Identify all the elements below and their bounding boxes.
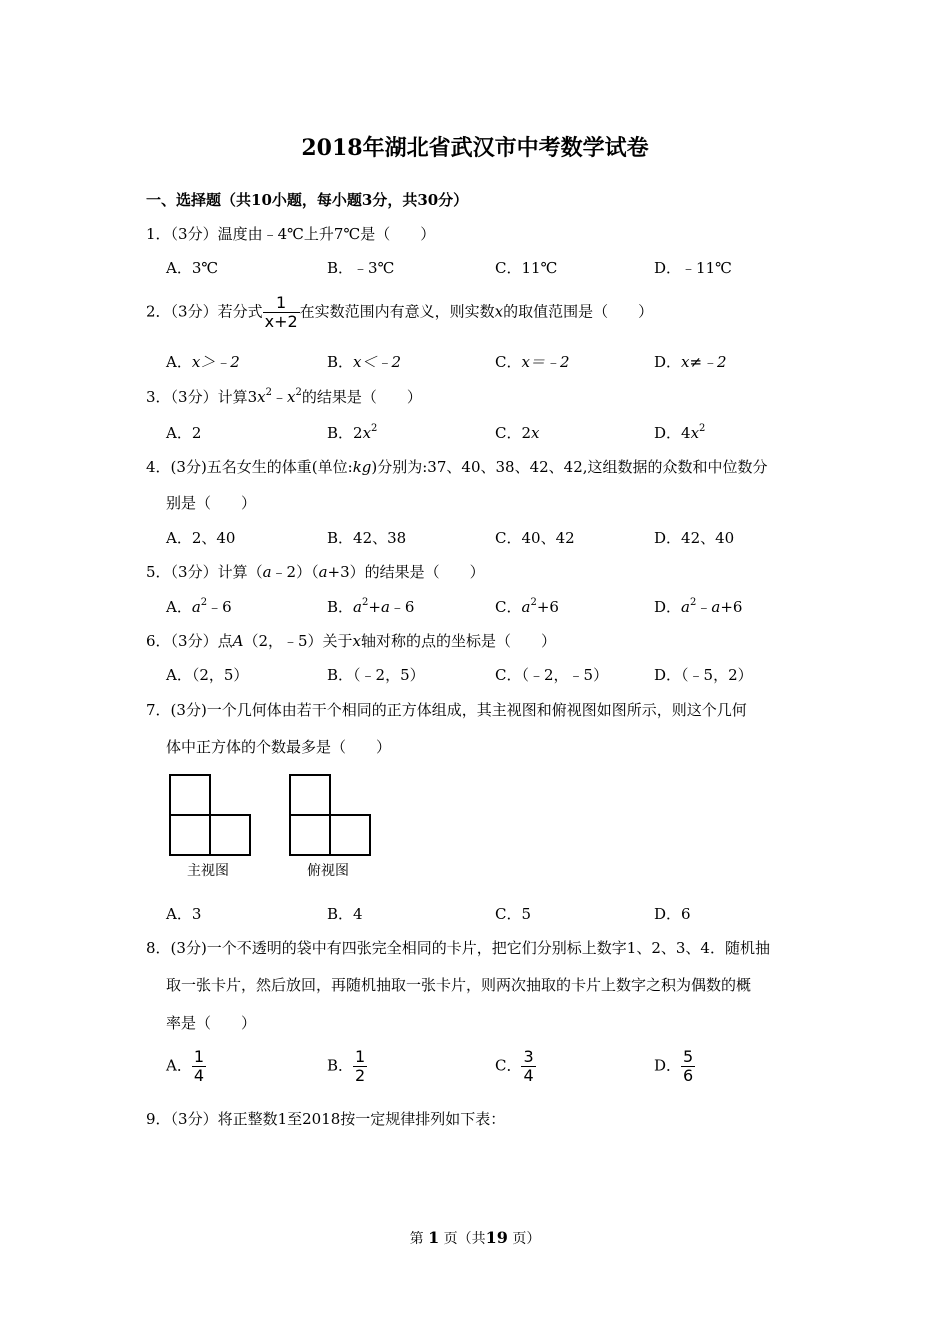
- q2-option-d: D．x≠﹣2: [654, 353, 727, 371]
- q7-option-c: C．5: [495, 905, 532, 923]
- top-view-diagram: [290, 775, 370, 855]
- q1-option-a: A．3℃: [166, 259, 219, 277]
- page-number: 1: [428, 1228, 440, 1247]
- question-8-line-1: 8．(3分)一个不透明的袋中有四张完全相同的卡片，把它们分别标上数字1、2、3、4．随机抽: [146, 939, 770, 957]
- question-2-stem: [146, 294, 653, 331]
- q6-option-d: D．（﹣5，2）: [654, 666, 753, 684]
- q2-fraction: [263, 294, 300, 331]
- q5-option-c: C．$a^2+6$: [495, 597, 559, 616]
- q3-option-c: C．2x: [495, 424, 540, 442]
- q2-suffix-b: 的取值范围是（ ）: [503, 302, 654, 321]
- question-7-line-1: 7．(3分)一个几何体由若干个相同的正方体组成，其主视图和俯视图如图所示，则这个几何: [146, 701, 747, 719]
- question-3-stem: 3．（3分）计算$3x^2﹣x^2$的结果是（ ）: [146, 387, 422, 406]
- q8-option-a: A． $\frac{1}{4}$: [166, 1047, 205, 1085]
- q6-option-b: B．（﹣2，5）: [327, 666, 425, 684]
- front-view-diagram: [170, 775, 250, 855]
- page-footer: 第 1 页（共19 页）: [409, 1228, 541, 1247]
- q6-option-a: A．（2，5）: [166, 666, 249, 684]
- question-6-stem: 6．（3分）点A（2，﹣5）关于x轴对称的点的坐标是（ ）: [146, 632, 557, 650]
- q5-option-a: A．$a^2﹣6$: [166, 597, 232, 616]
- q4-option-b: B．42、38: [327, 529, 407, 547]
- q2-option-b: B．x＜﹣2: [327, 353, 402, 371]
- question-8-line-3: 率是（ ）: [166, 1014, 257, 1032]
- q4-option-a: A．2、40: [166, 529, 236, 547]
- q1-option-b: B．﹣3℃: [327, 259, 395, 277]
- q3-option-d: D．$4x^2$: [654, 423, 706, 442]
- question-4-line-1: 4．(3分)五名女生的体重(单位:kg)分别为:37、40、38、42、42,这组数据的众数和中位数分: [146, 458, 768, 476]
- q4-option-c: C．40、42: [495, 529, 575, 547]
- q7-option-d: D．6: [654, 905, 691, 923]
- top-view-label: 俯视图: [307, 863, 349, 879]
- question-7-line-2: 体中正方体的个数最多是（ ）: [166, 738, 392, 756]
- q2-var: x: [494, 302, 504, 321]
- q2-frac-num: 1: [276, 293, 287, 312]
- page-title: 2018年湖北省武汉市中考数学试卷: [301, 135, 649, 161]
- q3-option-a: A．2: [166, 424, 202, 442]
- q5-option-d: D．$a^2﹣a+6$: [654, 597, 743, 616]
- q7-option-a: A．3: [166, 905, 202, 923]
- q3-option-b: B．$2x^2$: [327, 423, 378, 442]
- question-8-line-2: 取一张卡片，然后放回，再随机抽取一张卡片，则两次抽取的卡片上数字之积为偶数的概: [166, 976, 752, 994]
- q8-option-c: C． $\frac{3}{4}$: [495, 1047, 534, 1085]
- q4-option-d: D．42、40: [654, 529, 735, 547]
- question-9-stem: 9．（3分）将正整数1至2018按一定规律排列如下表：: [146, 1110, 506, 1128]
- question-4-line-2: 别是（ ）: [166, 494, 257, 512]
- front-view-label: 主视图: [187, 863, 229, 879]
- question-1-stem: 1．（3分）温度由﹣4℃上升7℃是（ ）: [146, 225, 436, 243]
- q8-option-b: B． $\frac{1}{2}$: [327, 1047, 366, 1085]
- q8-option-d: D． $\frac{5}{6}$: [654, 1047, 694, 1085]
- q1-option-c: C．11℃: [495, 259, 558, 277]
- q6-option-c: C．（﹣2，﹣5）: [495, 666, 609, 684]
- section-heading: 一、选择题（共10小题，每小题3分，共30分）: [146, 191, 469, 209]
- q5-option-b: B．$a^2+a﹣6$: [327, 597, 415, 616]
- q2-prefix: 2．（3分）若分式: [146, 302, 263, 321]
- q7-figure: [165, 772, 380, 882]
- q1-option-d: D．﹣11℃: [654, 259, 732, 277]
- q2-option-c: C．x＝﹣2: [495, 353, 570, 371]
- q2-suffix-a: 在实数范围内有意义，则实数: [299, 302, 495, 321]
- q2-option-a: A．x＞﹣2: [166, 353, 240, 371]
- q2-frac-den: x+2: [264, 312, 298, 331]
- question-5-stem: 5．（3分）计算（a﹣2）（a+3）的结果是（ ）: [146, 563, 485, 581]
- total-pages: 19: [485, 1228, 508, 1247]
- q7-option-b: B．4: [327, 905, 363, 923]
